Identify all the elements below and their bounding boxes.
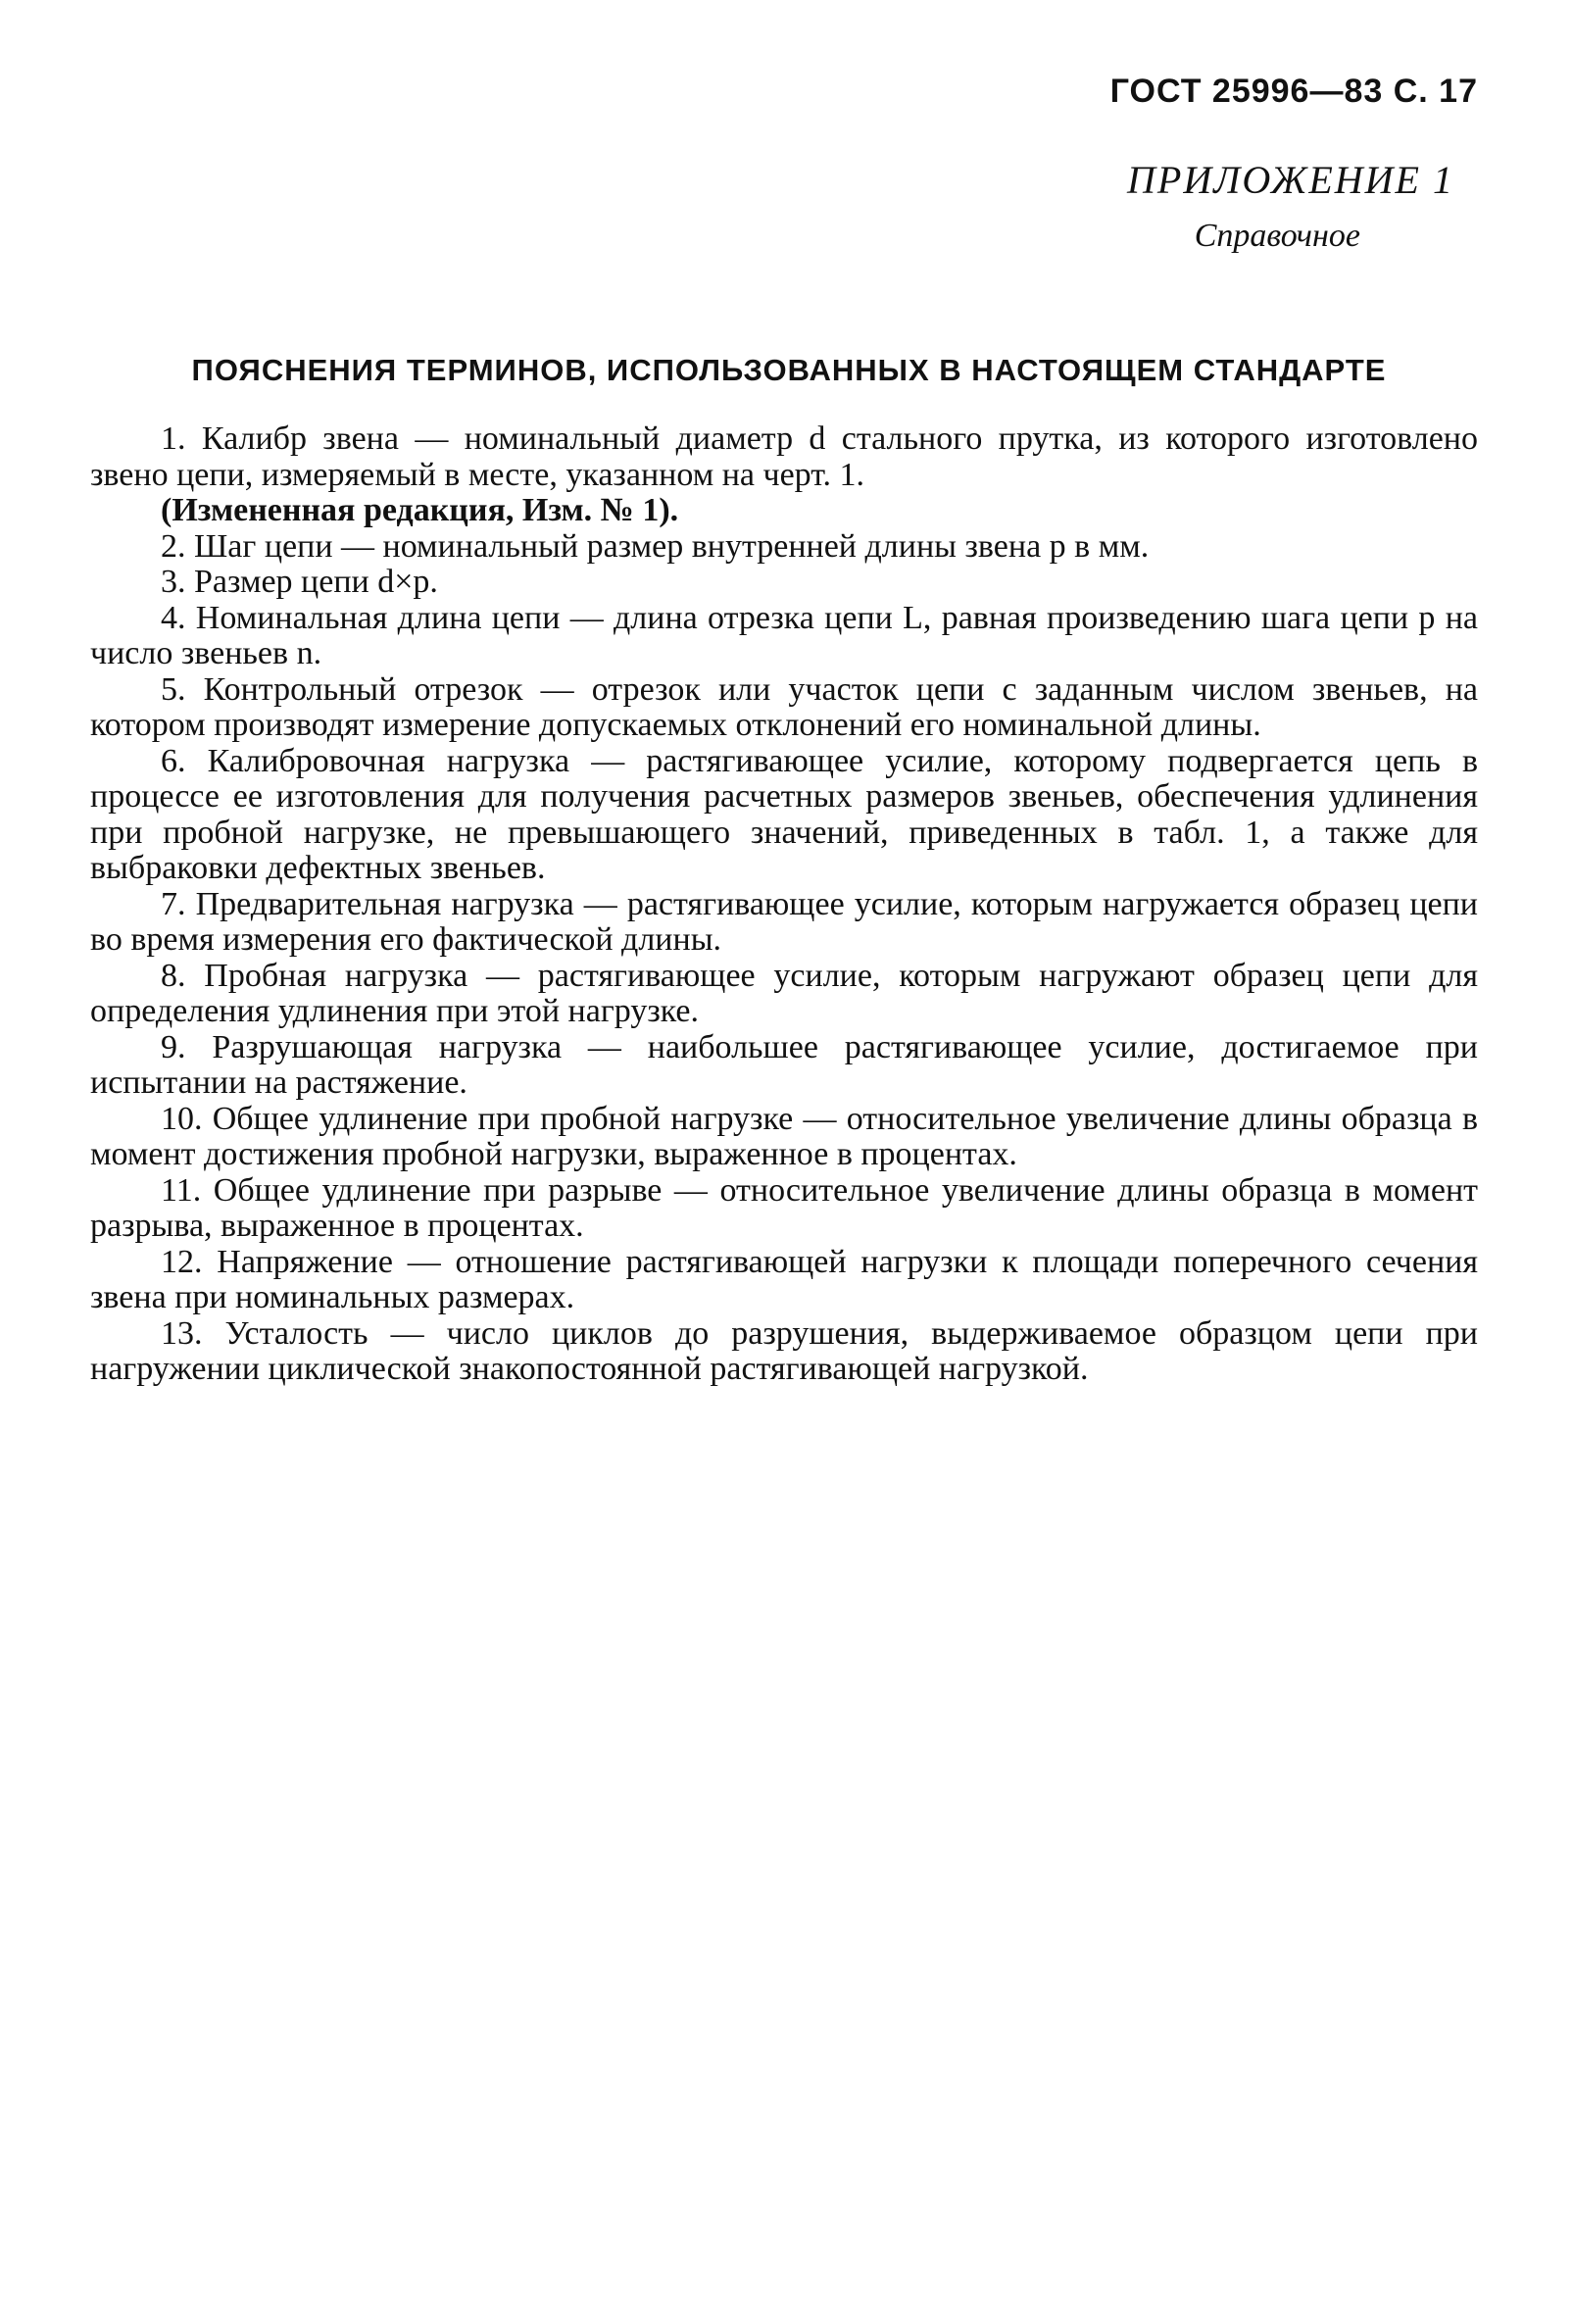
page-header: ГОСТ 25996—83 С. 17 [1109, 73, 1478, 110]
amendment-note: (Измененная редакция, Изм. № 1). [161, 492, 679, 528]
term-item-12: 12. Напряжение — отношение растягивающей нагрузки к площади поперечного сечения звена при номинальных размерах. [90, 1243, 1478, 1315]
term-item-2: 2. Шаг цепи — номинальный размер внутренней длины звена p в мм. [161, 527, 1150, 565]
term-item-10: 10. Общее удлинение при пробной нагрузке — относительное увеличение длины образца в момент достижения пробной нагрузки, выраженное в процентах. [90, 1100, 1478, 1172]
term-item-1: 1. Калибр звена — номинальный диаметр d стального прутка, из которого изготовлено звено цепи, измеряемый в месте, указанном на черт. 1. [90, 420, 1478, 493]
term-item-8: 8. Пробная нагрузка — растягивающее усилие, которым нагружают образец цепи для определения удлинения при этой нагрузке. [90, 957, 1478, 1029]
term-item-6: 6. Калибровочная нагрузка — растягивающее усилие, которому подвергается цепь в процессе ее изготовления для получения расчетных размеров звеньев, обеспечения удлинения при пробной нагрузке, не превышающего значений, приведенных в табл. 1, а также для выбраковки дефектных звеньев. [90, 742, 1478, 886]
section-title: ПОЯСНЕНИЯ ТЕРМИНОВ, ИСПОЛЬЗОВАННЫХ В НАСТОЯЩЕМ СТАНДАРТЕ [191, 353, 1387, 387]
appendix-type: Справочное [1194, 218, 1360, 254]
term-item-5: 5. Контрольный отрезок — отрезок или участок цепи с заданным числом звеньев, на котором производят измерение допускаемых отклонений его номинальной длины. [90, 670, 1478, 743]
term-item-11: 11. Общее удлинение при разрыве — относительное увеличение длины образца в момент разрыва, выраженное в процентах. [90, 1171, 1478, 1244]
terms-list [90, 421, 1478, 1388]
term-item-4: 4. Номинальная длина цепи — длина отрезка цепи L, равная произведению шага цепи p на число звеньев n. [90, 599, 1478, 671]
term-item-9: 9. Разрушающая нагрузка — наибольшее растягивающее усилие, достигаемое при испытании на растяжение. [90, 1028, 1478, 1101]
term-item-3: 3. Размер цепи d×p. [161, 564, 438, 600]
term-item-13: 13. Усталость — число циклов до разрушения, выдерживаемое образцом цепи при нагружении циклической знакопостоянной растягивающей нагрузкой. [90, 1314, 1478, 1387]
term-item-7: 7. Предварительная нагрузка — растягивающее усилие, которым нагружается образец цепи во время измерения его фактической длины. [90, 885, 1478, 958]
appendix-label: ПРИЛОЖЕНИЕ 1 [1127, 158, 1454, 202]
